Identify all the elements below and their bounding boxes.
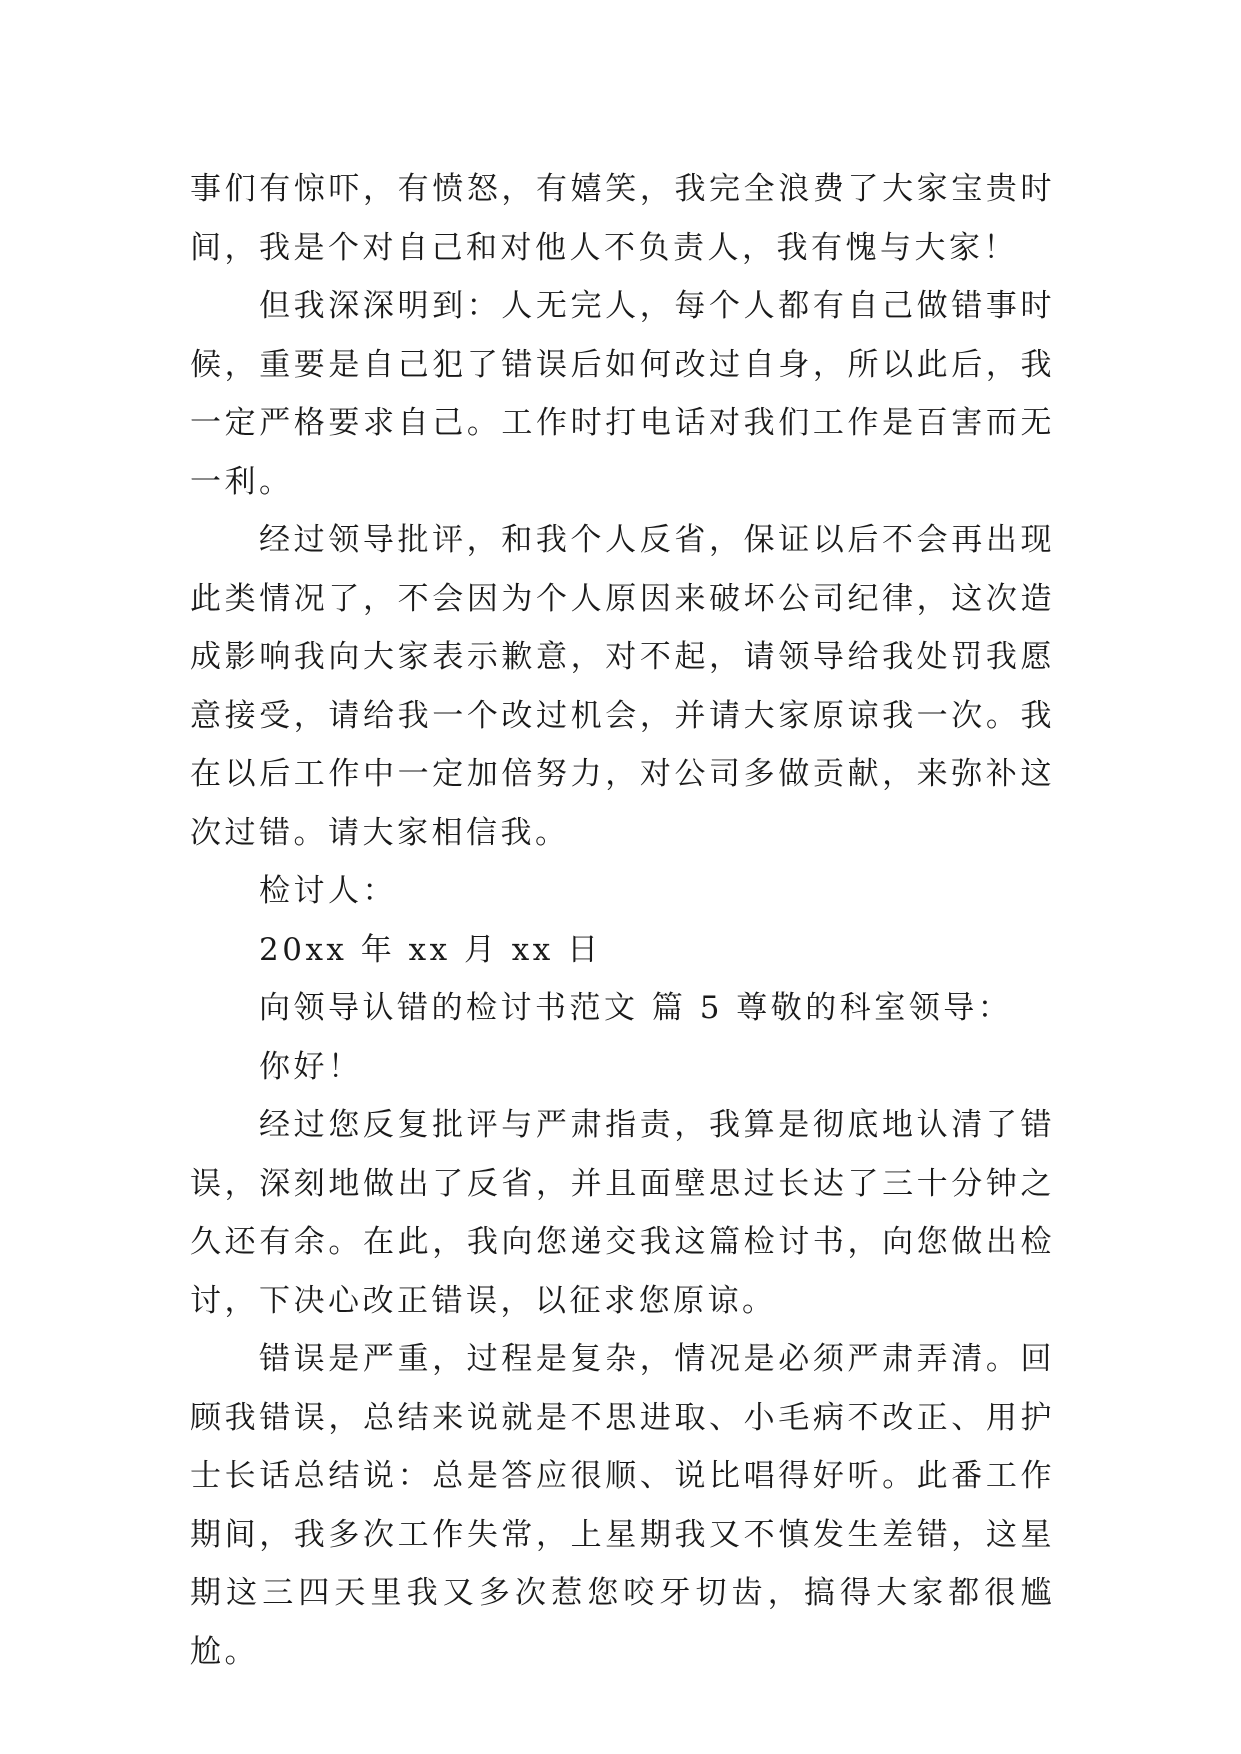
paragraph-acknowledgement: 经过您反复批评与严肃指责，我算是彻底地认清了错误，深刻地做出了反省，并且面壁思过长达了三十分钟之久还有余。在此，我向您递交我这篇检讨书，向您做出检讨，下决心改正错误，以征求您原谅。 [190, 1107, 1055, 1319]
paragraph-review: 错误是严重，过程是复杂，情况是必须严肃弄清。回顾我错误，总结来说就是不思进取、小毛病不改正、用护士长话总结说：总是答应很顺、说比唱得好听。此番工作期间，我多次工作失常，上星期我又不慎发生差错，这星期这三四天里我又多次惹您咬牙切齿，搞得大家都很尴尬。 [190, 1341, 1055, 1670]
document-body [190, 160, 1055, 1681]
paragraph-continuation: 事们有惊吓，有愤怒，有嬉笑，我完全浪费了大家宝贵时间，我是个对自己和对他人不负责人，我有愧与大家！ [190, 171, 1055, 266]
date-line: 20xx 年 xx 月 xx 日 [259, 931, 602, 968]
paragraph-realization: 但我深深明到：人无完人，每个人都有自己做错事时候，重要是自己犯了错误后如何改过自身，所以此后，我一定严格要求自己。工作时打电话对我们工作是百害而无一利。 [190, 288, 1055, 500]
signature-label: 检讨人： [259, 873, 397, 909]
section-heading: 向领导认错的检讨书范文 篇 5 尊敬的科室领导： [259, 990, 1013, 1026]
greeting: 你好！ [259, 1048, 363, 1085]
paragraph-promise: 经过领导批评，和我个人反省，保证以后不会再出现此类情况了，不会因为个人原因来破坏公司纪律，这次造成影响我向大家表示歉意，对不起，请领导给我处罚我愿意接受，请给我一个改过机会，并请大家原谅我一次。我在以后工作中一定加倍努力，对公司多做贡献，来弥补这次过错。请大家相信我。 [190, 522, 1055, 851]
